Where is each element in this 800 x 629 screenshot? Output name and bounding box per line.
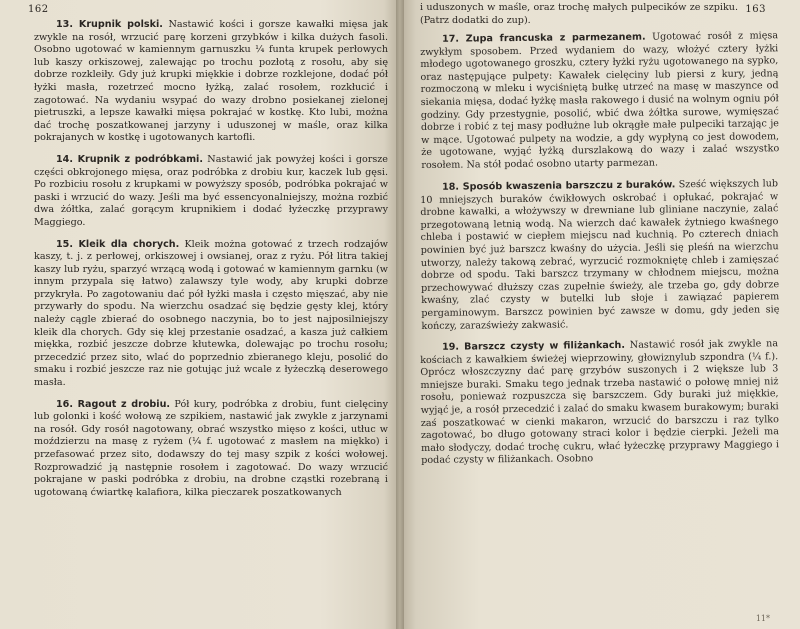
recipe-body: Nastawić jak powyżej kości i gorsze części obkrojonego mięsa, oraz podróbka z drobiu kur, kaczek lub gęsi. Po rozbiciu rosołu z krupkami w powyższy sposób, podróbka pokrajać w paski i wrzucić do wazy. Jeśli ma być essencyonalniejszy, można rozbić dwa żółtka, zalać gorącym krupnikiem i dodać łyżeczkę przyprawy Maggiego. xyxy=(34,153,388,228)
right-page xyxy=(400,0,800,629)
recipe-title: 19. Barszcz czysty w filiżankach. xyxy=(441,339,626,353)
book-gutter xyxy=(396,0,404,629)
recipe-body: Sześć większych lub 10 mniejszych buraków ćwikłowych oskrobać i opłukać, pokrajać w drobne kawałki, a włożywszy w drewniane lub gliniane naczynie, zalać przegotowaną letnią wodą. Na wierzch dać kawałek żytniego kwaśnego chleba i postawić w ciepłem miejscu nad kuchnią. Po czterech dniach powinien być już barszcz kwaśny do użycia. Jeśli się pleśń na wierzchu utworzy, należy takową zebrać, wyrzucić rozmokniętę chleb i zamięszać dobrze od spodu. Taki barszcz trzymany w chłodnem miejscu, można przechowywać dłuższy czas zupełnie świeży, ale trzeba go, gdy dobrze kwaśny, zlać czysty w butelki lub słoje i zawiązać papierem pergaminowym. Barszcz powinien być zawsze w domu, gdy jeden się kończy, zarazświeży zakwasić. xyxy=(420,177,780,332)
recipe-body: Nastawić rosół jak zwykle na kościach z kawałkiem świeżej wieprzowiny, głowiznylub szpondra (¼ f.). Oprócz włoszczyzny dać parę grzybów suszonych i 2 większe lub 3 mniejsze buraki. Smaku tego jednak trzeba nastawić o połowę mniej niż rosołu, ponieważ rozpuszcza się barszczem. Gdy buraki już miękkie, wyjąć je, a rosół przecedzić i zalać do smaku kwasem burakowym; buraki zaś poszatkować w cienki makaron, wrzucić do barszczu i raz tylko zagotować, bo długo gotowany straci kolor i będzie cierpki. Jeżeli ma mało słodyczy, dodać trochę cukru, włać łyżeczkę przyprawy Maggiego i podać czysty w filiżankach. Osobno xyxy=(420,338,780,467)
recipe-title: 16. Ragout z drobiu. xyxy=(56,398,171,410)
page-number-right: 163 xyxy=(745,4,766,15)
recipe-title: 13. Krupnik polski. xyxy=(56,19,163,30)
recipe-body: Ugotować rosół z mięsa zwykłym sposobem. Przed wydaniem do wazy, włożyć cztery łyżki młodego ugotowanego groszku, cztery łyżki ryżu ugotowanego na sypko, oraz następujące pulpety: Kawałek cielęciny lub piersi z kury, jedną rozmoczoną w mleku i wyciśniętą bułkę utrzeć na masę w maszynce od siekania mięsa, dodać łyżkę masła rakowego i dusić na wolnym ogniu pół godziny. Gdy przestygnie, posolić, wbić dwa żółtka surowe, wymięszać dobrze i robić z tej masy podłużne lub okrągłe małe pulpeciki tarzając je w mące. Ugotować pulpety na wodzie, a gdy wypłyną co jest dowodem, że ugotowane, wyjąć łyżką durszlakową do wazy i zalać wszystko rosołem. Na stół podać osobno utarty parmezan. xyxy=(420,30,780,172)
recipe-16 xyxy=(34,399,388,500)
recipe-body: Nastawić kości i gorsze kawałki mięsa jak zwykle na rosół, wrzucić parę korzeni grzybków i kilka dużych fasoli. Osobno ugotować w kamiennym garnuszku ¼ funta krupek perłowych lub kaszy orkiszowej, zalewając po trochu pozłotą z rosołu, aby się dobrze rozkleiły. Gdy już krupki miękkie i dobrze rozklejone, dodać pół łyżki masła, rozetrzeć mocno łyżką, zalać rosołem, rozkłucić i zagotować. Na wydaniu wsypać do wazy drobno posiekanej zielonej pietruszki, a lepsze kawałki mięsa pokrajać w kostkę. Kto lubi, można dać trochę poszatkowanej jarzyny i uduszonej w maśle, oraz kilka pokrajanych w kostkę i ugotowanych kartofli. xyxy=(34,19,388,144)
recipe-title: 15. Kleik dla chorych. xyxy=(56,238,180,250)
recipe-13 xyxy=(34,19,388,145)
recipe-14 xyxy=(34,154,388,230)
recipe-15 xyxy=(34,239,388,390)
recipe-body: Kleik można gotować z trzech rodzajów kaszy, t. j. z perłowej, orkiszowej i owsianej, oraz z ryżu. Pół litra takiej kaszy lub ryżu, sparzyć wrzącą wodą i gotować w kamiennym garnku (w innym przypala się łatwo) zalawszy tyle wody, aby krupki dobrze przykryła. Po zagotowaniu dać pół łyżki masła i często mięszać, aby nie przywarły do spodu. Na wierzchu osadzać się będzie gęsty klej, który należy cągle zbierać do osobnego naczynia, bo to jest najposilniejszy kleik dla chorych. Gdy się klej przestanie osadzać, a kasza już całkiem miękka, rozbić jeszcze dobrze kłutewka, dolewając po trochu rosołu; przecedzić przez sito, wlać do poprzednio zbieranego kleju, posolić do smaku i rozbić jeszcze raz nie gotując już wcale z łyżeczką deserowego masła. xyxy=(34,238,388,389)
recipe-title: 18. Sposób kwaszenia barszczu z buraków. xyxy=(441,179,676,193)
recipe-17 xyxy=(420,30,779,172)
recipe-body: Pół kury, podróbka z drobiu, funt cielęciny lub golonki i kość wołową ze szpikiem, nastawić jak zwykle z jarzynami na rosół. Gdy rosół nagotowany, obrać wszystko mięso z kości, utłuc w moździerzu na masę z ryżem (¼ f. ugotować z masłem na miękko) i przefasować przez sito, dodawszy do tej masy szpik z kości wołowej. Rozprowadzić ją następnie rosołem i zagotować. Do wazy wrzucić pokrajane w paski podróbka z drobiu, na drobne cząstki rozebraną i ugotowaną ćwiartkę kalafiora, kilka pieczarek poszatkowanych xyxy=(34,398,388,498)
page-number-left: 162 xyxy=(28,4,49,15)
printer-signature-mark: 11* xyxy=(755,614,770,623)
recipe-title: 17. Zupa francuska z parmezanem. xyxy=(441,31,646,45)
recipe-19 xyxy=(420,338,779,468)
continued-text: i uduszonych w maśle, oraz trochę małych pulpecików ze szpiku. (Patrz dodatki do zup). xyxy=(420,2,738,26)
recipe-title: 14. Krupnik z podróbkami. xyxy=(56,153,203,165)
recipe-18 xyxy=(420,178,780,333)
